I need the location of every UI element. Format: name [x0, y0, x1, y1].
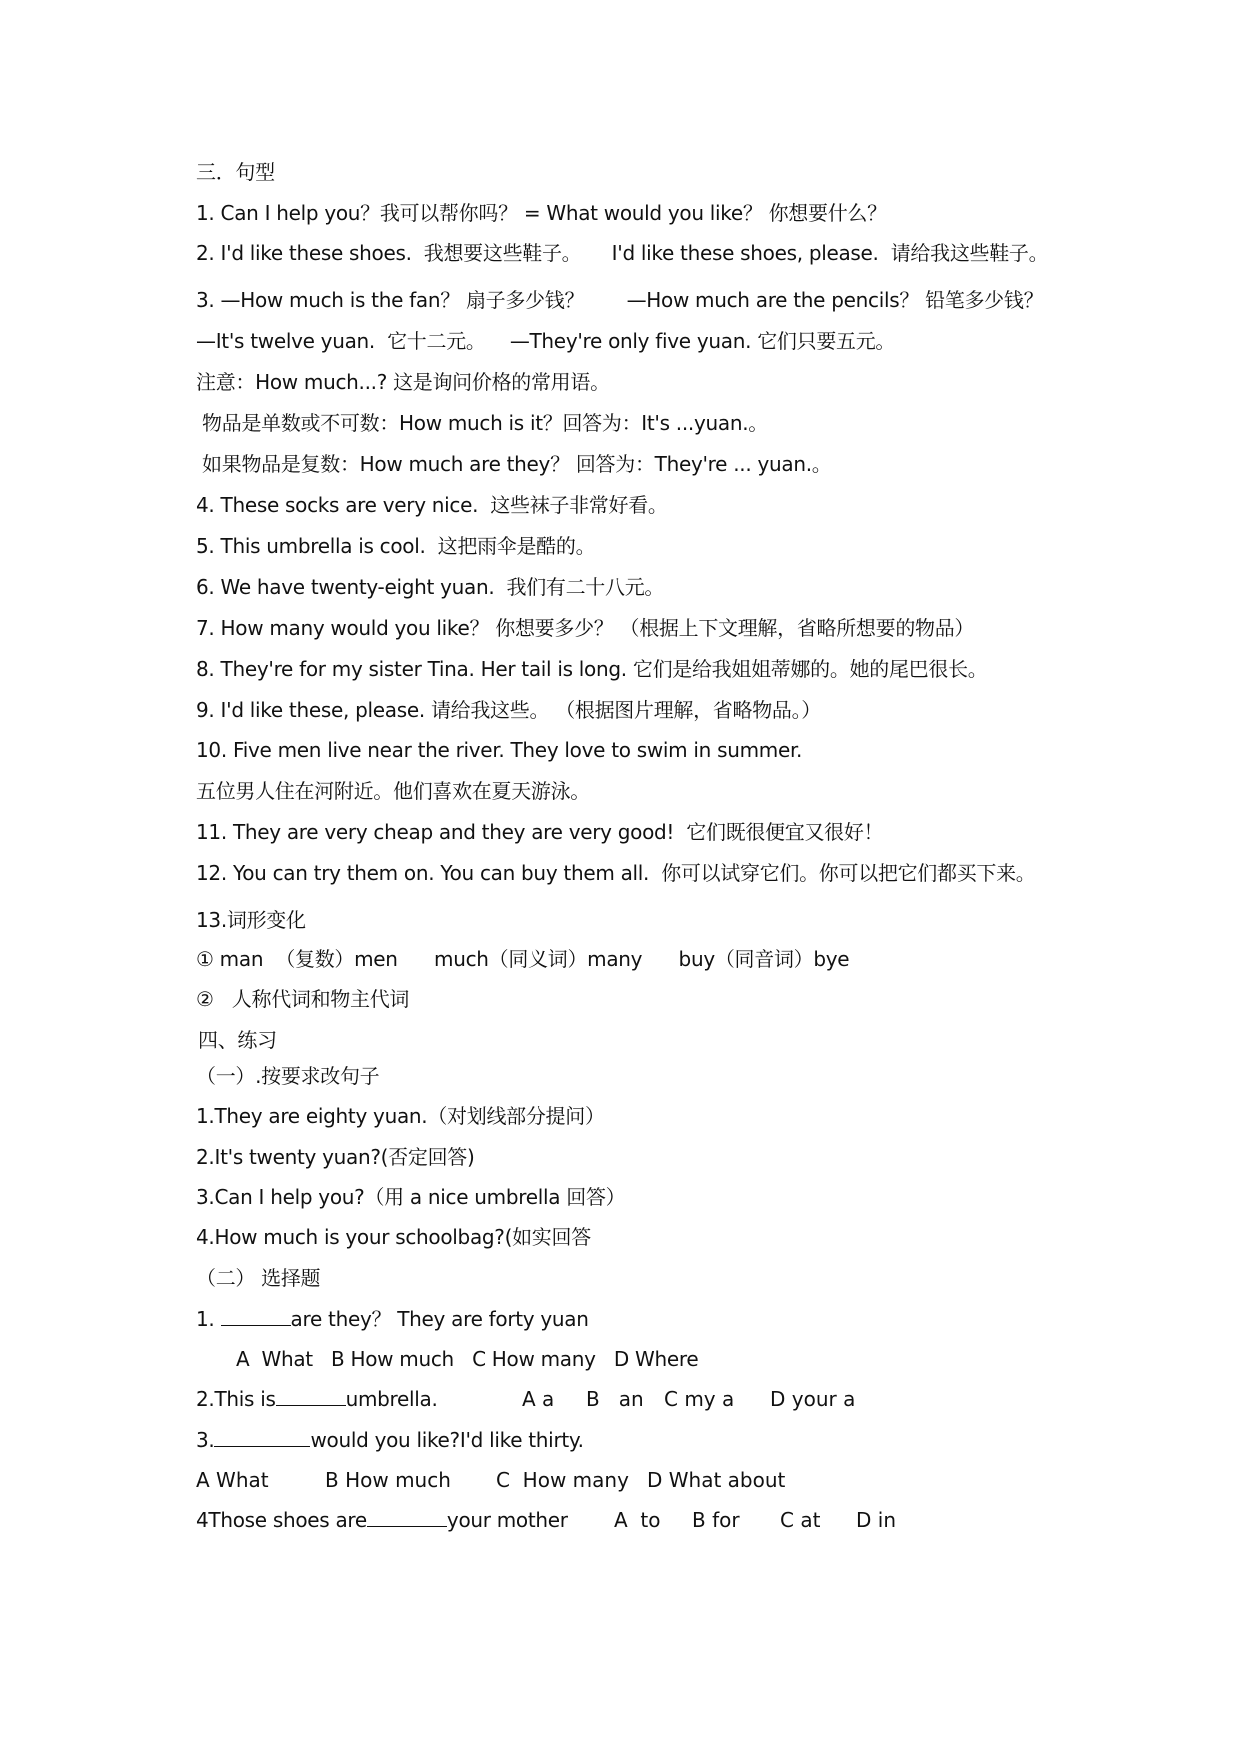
- sentence-3b: —It's twelve yuan. 它十二元。 —They're only five yuan. 它们只要五元。: [196, 329, 896, 353]
- answer-blank: [221, 1305, 291, 1326]
- note-line-2: 物品是单数或不可数：How much is it？回答为：It's ...yuan.。: [196, 411, 768, 435]
- word-forms-line-2: ② 人称代词和物主代词: [196, 987, 410, 1011]
- question-3-number: 3.: [196, 1428, 215, 1452]
- question-1-options: A What B How much C How many D Where: [236, 1347, 699, 1371]
- sentence-11: 11. They are very cheap and they are very good! 它们既很便宜又很好！: [196, 820, 884, 844]
- sentence-5: 5. This umbrella is cool. 这把雨伞是酷的。: [196, 534, 596, 558]
- question-2-option-b: B an: [586, 1387, 644, 1411]
- sentence-9: 9. I'd like these, please. 请给我这些。 （根据图片理解，省略物品。）: [196, 698, 822, 722]
- question-1-text: are they？ They are forty yuan: [290, 1307, 589, 1331]
- practice-item-4: 4.How much is your schoolbag?(如实回答: [196, 1225, 591, 1249]
- note-line-1: 注意：How much...? 这是询问价格的常用语。: [196, 370, 610, 394]
- word-forms-line-1: ① man （复数）men much（同义词）many buy（同音词）bye: [196, 947, 850, 971]
- question-2-option-c: C my a: [664, 1387, 735, 1411]
- question-2-text-end: umbrella.: [345, 1387, 438, 1411]
- question-4-option-b: B for: [692, 1508, 740, 1532]
- question-1-number: 1.: [196, 1307, 221, 1331]
- question-3-option-a: A What: [196, 1468, 269, 1492]
- question-3: [196, 1426, 584, 1454]
- practice-item-2: 2.It's twenty yuan?(否定回答): [196, 1145, 475, 1169]
- practice-item-3: 3.Can I help you?（用 a nice umbrella 回答）: [196, 1185, 626, 1209]
- question-4-text-end: your mother: [446, 1508, 568, 1532]
- sentence-7: 7. How many would you like？ 你想要多少？ （根据上下文理解，省略所想要的物品）: [196, 616, 975, 640]
- practice-item-1: 1.They are eighty yuan.（对划线部分提问）: [196, 1104, 605, 1128]
- answer-blank: [214, 1426, 310, 1447]
- practice-part-1-title: （一）.按要求改句子: [196, 1064, 380, 1088]
- question-3-option-c: C How many: [496, 1468, 629, 1492]
- question-4-option-a: A to: [614, 1508, 661, 1532]
- question-3-option-b: B How much: [325, 1468, 451, 1492]
- section-heading-sentence-patterns: 三．句型: [196, 160, 275, 184]
- question-1: [196, 1305, 589, 1333]
- sentence-3a: 3. —How much is the fan？ 扇子多少钱？ —How much are the pencils？ 铅笔多少钱？: [196, 288, 1044, 312]
- sentence-2: 2. I'd like these shoes. 我想要这些鞋子。 I'd like these shoes, please. 请给我这些鞋子。: [196, 241, 1049, 265]
- question-2-option-a: A a: [522, 1387, 555, 1411]
- sentence-4: 4. These socks are very nice. 这些袜子非常好看。: [196, 493, 668, 517]
- question-4-option-c: C at: [780, 1508, 821, 1532]
- sentence-1: 1. Can I help you？我可以帮你吗？ = What would you like？ 你想要什么？: [196, 201, 887, 225]
- question-3-option-d: D What about: [647, 1468, 786, 1492]
- question-4-text-start: 4Those shoes are: [196, 1508, 367, 1532]
- answer-blank: [367, 1506, 447, 1527]
- sentence-13-heading: 13.词形变化: [196, 908, 306, 932]
- question-2-option-d: D your a: [770, 1387, 856, 1411]
- question-4: [196, 1506, 568, 1534]
- question-2-text-start: 2.This is: [196, 1387, 276, 1411]
- sentence-6: 6. We have twenty-eight yuan. 我们有二十八元。: [196, 575, 665, 599]
- answer-blank: [276, 1385, 346, 1406]
- section-heading-practice: 四、练习: [198, 1028, 277, 1052]
- sentence-10b: 五位男人住在河附近。他们喜欢在夏天游泳。: [196, 779, 590, 803]
- sentence-12: 12. You can try them on. You can buy them all. 你可以试穿它们。你可以把它们都买下来。: [196, 861, 1036, 885]
- note-line-3: 如果物品是复数：How much are they？ 回答为：They're ... yuan.。: [196, 452, 832, 476]
- practice-part-2-title: （二） 选择题: [196, 1266, 321, 1290]
- question-4-option-d: D in: [856, 1508, 896, 1532]
- sentence-8: 8. They're for my sister Tina. Her tail is long. 它们是给我姐姐蒂娜的。她的尾巴很长。: [196, 657, 988, 681]
- sentence-10a: 10. Five men live near the river. They love to swim in summer.: [196, 738, 803, 762]
- question-2: [196, 1385, 438, 1413]
- question-3-text: would you like?I'd like thirty.: [310, 1428, 584, 1452]
